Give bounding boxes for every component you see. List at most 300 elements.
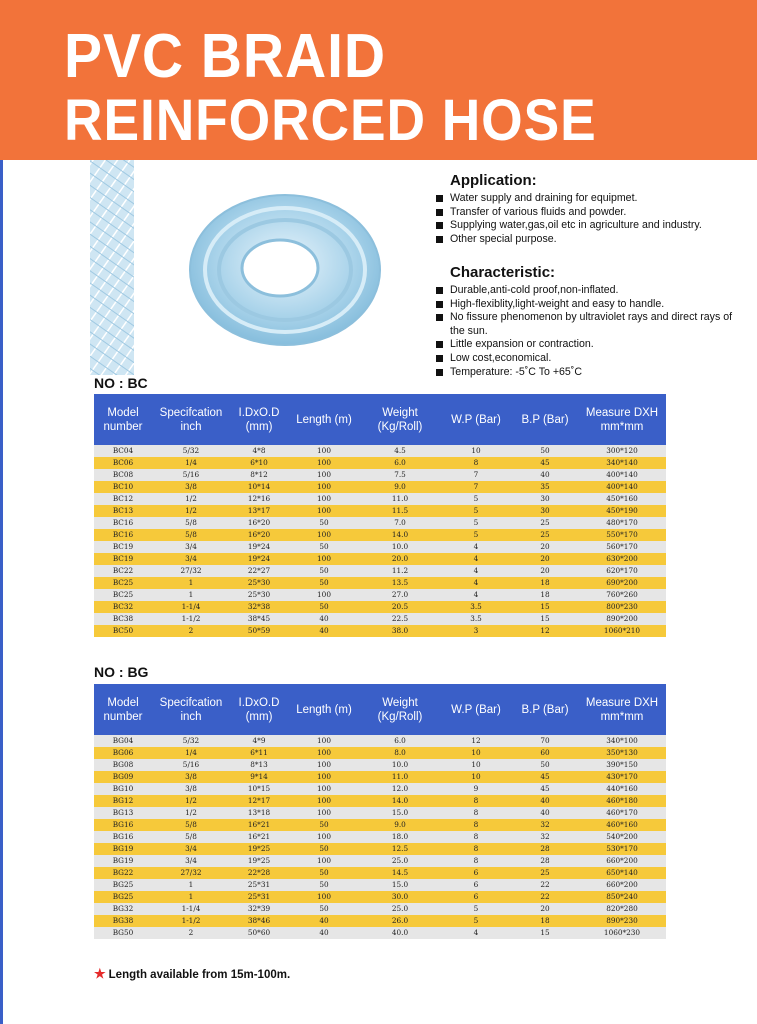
application-item [436, 219, 736, 233]
table-cell: 650*140 [578, 867, 666, 879]
table-cell: 14.0 [360, 529, 440, 541]
table-cell: BC19 [94, 553, 152, 565]
table-cell: 100 [288, 759, 360, 771]
characteristic-item-text: No fissure phenomenon by ultraviolet rays and direct rays of the sun. [450, 311, 733, 337]
column-header: B.P (Bar) [512, 394, 578, 445]
table-cell: 22*27 [230, 565, 288, 577]
column-header: Specifcation inch [152, 684, 230, 735]
table-row [94, 445, 666, 457]
table-cell: 32 [512, 831, 578, 843]
table-cell: 27/32 [152, 867, 230, 879]
application-heading: Application: [450, 172, 537, 189]
table-cell: BC50 [94, 625, 152, 637]
table-cell: BG22 [94, 867, 152, 879]
table-cell: 1/2 [152, 493, 230, 505]
table-row [94, 903, 666, 915]
table-cell: 100 [288, 529, 360, 541]
table-cell: 8 [440, 457, 512, 469]
table-cell: 100 [288, 855, 360, 867]
table-cell: 6*11 [230, 747, 288, 759]
column-header: W.P (Bar) [440, 684, 512, 735]
table-cell: 6 [440, 879, 512, 891]
table-cell: 460*180 [578, 795, 666, 807]
table-cell: 19*24 [230, 553, 288, 565]
table-cell: 50 [288, 879, 360, 891]
table-cell: 60 [512, 747, 578, 759]
table-row [94, 831, 666, 843]
table-cell: 50*59 [230, 625, 288, 637]
table-cell: 32 [512, 819, 578, 831]
table-cell: 4*8 [230, 445, 288, 457]
table-cell: 3/4 [152, 843, 230, 855]
table-cell: 1 [152, 891, 230, 903]
table-cell: 27.0 [360, 589, 440, 601]
square-bullet-icon [436, 314, 443, 321]
square-bullet-icon [436, 222, 443, 229]
table-cell: 18 [512, 589, 578, 601]
table-cell: 50 [512, 759, 578, 771]
characteristic-list [436, 284, 736, 379]
table-cell: 22 [512, 879, 578, 891]
table-cell: BG25 [94, 879, 152, 891]
title-line-1: PVC BRAID [64, 22, 387, 91]
table-cell: 25*31 [230, 891, 288, 903]
column-header: Length (m) [288, 684, 360, 735]
table-cell: 350*130 [578, 747, 666, 759]
table-cell: 5/32 [152, 735, 230, 747]
table-cell: 4*9 [230, 735, 288, 747]
application-item [436, 206, 736, 220]
table-cell: 5/32 [152, 445, 230, 457]
characteristic-item [436, 366, 736, 380]
application-item-text: Transfer of various fluids and powder. [450, 205, 627, 218]
table-cell: 12.5 [360, 843, 440, 855]
table-cell: BG50 [94, 927, 152, 939]
table-cell: 27/32 [152, 565, 230, 577]
table-cell: BC04 [94, 445, 152, 457]
table-cell: 32*38 [230, 601, 288, 613]
table-row [94, 469, 666, 481]
left-accent-bar [0, 160, 3, 1024]
table-cell: BG16 [94, 819, 152, 831]
table-cell: 22 [512, 891, 578, 903]
table-cell: 560*170 [578, 541, 666, 553]
table-cell: 50 [288, 601, 360, 613]
table-cell: 20.5 [360, 601, 440, 613]
table-cell: 4 [440, 589, 512, 601]
table-row [94, 855, 666, 867]
table-cell: 40 [288, 625, 360, 637]
table-cell: 7 [440, 469, 512, 481]
table-cell: 630*200 [578, 553, 666, 565]
table-cell: 50 [288, 843, 360, 855]
table-cell: 1/4 [152, 747, 230, 759]
application-item-text: Supplying water,gas,oil etc in agriculture and industry. [450, 219, 702, 232]
table-cell: 3/4 [152, 855, 230, 867]
table-cell: 8 [440, 843, 512, 855]
table-cell: 7.5 [360, 469, 440, 481]
table-cell: BG38 [94, 915, 152, 927]
table-cell: 8 [440, 855, 512, 867]
table-cell: 8 [440, 819, 512, 831]
table-row [94, 481, 666, 493]
table-cell: 19*25 [230, 855, 288, 867]
table-cell: 13*17 [230, 505, 288, 517]
table-cell: 10*15 [230, 783, 288, 795]
bc-table-label: NO : BC [94, 375, 148, 391]
table-cell: 850*240 [578, 891, 666, 903]
table-header-row [94, 394, 666, 445]
table-cell: 1/2 [152, 795, 230, 807]
table-cell: 2 [152, 927, 230, 939]
table-cell: 4 [440, 565, 512, 577]
table-cell: 3/8 [152, 771, 230, 783]
table-cell: 450*160 [578, 493, 666, 505]
table-cell: 3.5 [440, 601, 512, 613]
table-cell: 3 [440, 625, 512, 637]
square-bullet-icon [436, 301, 443, 308]
table-cell: 8*13 [230, 759, 288, 771]
table-cell: 450*190 [578, 505, 666, 517]
table-cell: 440*160 [578, 783, 666, 795]
table-cell: 5 [440, 915, 512, 927]
table-cell: BG19 [94, 855, 152, 867]
table-cell: 9.0 [360, 819, 440, 831]
table-cell: 1060*230 [578, 927, 666, 939]
table-cell: 40.0 [360, 927, 440, 939]
table-cell: 40 [512, 469, 578, 481]
length-footnote [94, 966, 290, 982]
table-cell: 25.0 [360, 855, 440, 867]
application-item [436, 192, 736, 206]
table-cell: 12 [512, 625, 578, 637]
straight-hose-segment [90, 160, 134, 375]
table-cell: 5/8 [152, 517, 230, 529]
table-cell: 8.0 [360, 747, 440, 759]
table-cell: 28 [512, 843, 578, 855]
table-cell: 50 [512, 445, 578, 457]
table-cell: 6 [440, 891, 512, 903]
table-cell: 8 [440, 795, 512, 807]
column-header: Weight (Kg/Roll) [360, 394, 440, 445]
square-bullet-icon [436, 195, 443, 202]
table-cell: BG32 [94, 903, 152, 915]
table-cell: BC12 [94, 493, 152, 505]
table-cell: 820*280 [578, 903, 666, 915]
table-cell: 1-1/4 [152, 601, 230, 613]
table-row [94, 891, 666, 903]
table-cell: 890*200 [578, 613, 666, 625]
table-cell: 7.0 [360, 517, 440, 529]
table-cell: 9.0 [360, 481, 440, 493]
characteristic-item-text: Low cost,economical. [450, 351, 552, 364]
table-cell: 100 [288, 783, 360, 795]
characteristic-section [436, 264, 736, 379]
application-item-text: Water supply and draining for equipmet. [450, 192, 638, 204]
table-cell: 300*120 [578, 445, 666, 457]
table-cell: 100 [288, 445, 360, 457]
characteristic-item [436, 352, 736, 366]
table-cell: 400*140 [578, 481, 666, 493]
table-cell: 70 [512, 735, 578, 747]
column-header: Model number [94, 394, 152, 445]
column-header: Weight (Kg/Roll) [360, 684, 440, 735]
table-cell: 460*170 [578, 807, 666, 819]
table-cell: 5 [440, 529, 512, 541]
table-cell: 3/4 [152, 541, 230, 553]
table-cell: 38.0 [360, 625, 440, 637]
table-cell: 3/8 [152, 783, 230, 795]
title-line-2: REINFORCED HOSE [64, 88, 597, 153]
table-cell: 25 [512, 517, 578, 529]
bc-spec-table [94, 394, 666, 637]
column-header: Length (m) [288, 394, 360, 445]
characteristic-item-text: Little expansion or contraction. [450, 338, 594, 351]
table-cell: 1-1/2 [152, 915, 230, 927]
column-header: Measure DXH mm*mm [578, 684, 666, 735]
table-cell: 9 [440, 783, 512, 795]
table-cell: BC08 [94, 469, 152, 481]
table-cell: 5/16 [152, 759, 230, 771]
square-bullet-icon [436, 369, 443, 376]
table-row [94, 771, 666, 783]
table-cell: 2 [152, 625, 230, 637]
table-cell: 38*45 [230, 613, 288, 625]
table-cell: 16*20 [230, 517, 288, 529]
table-row [94, 795, 666, 807]
column-header: Model number [94, 684, 152, 735]
table-cell: 11.5 [360, 505, 440, 517]
table-cell: 100 [288, 493, 360, 505]
table-cell: 45 [512, 771, 578, 783]
table-cell: 5/8 [152, 819, 230, 831]
table-cell: 1060*210 [578, 625, 666, 637]
table-cell: 3/4 [152, 553, 230, 565]
table-cell: 5/8 [152, 831, 230, 843]
table-cell: 15 [512, 601, 578, 613]
table-cell: BG06 [94, 747, 152, 759]
table-cell: 480*170 [578, 517, 666, 529]
table-cell: 50*60 [230, 927, 288, 939]
table-cell: 100 [288, 891, 360, 903]
table-cell: 18.0 [360, 831, 440, 843]
table-cell: 22*28 [230, 867, 288, 879]
characteristic-item-text: Durable,anti-cold proof,non-inflated. [450, 284, 619, 296]
table-cell: 26.0 [360, 915, 440, 927]
table-cell: 100 [288, 589, 360, 601]
table-cell: BC16 [94, 517, 152, 529]
table-cell: 340*140 [578, 457, 666, 469]
table-cell: BC32 [94, 601, 152, 613]
table-row [94, 927, 666, 939]
column-header: Specifcation inch [152, 394, 230, 445]
table-row [94, 747, 666, 759]
table-cell: 4 [440, 577, 512, 589]
table-cell: 40 [288, 927, 360, 939]
table-cell: 12 [440, 735, 512, 747]
table-cell: 25.0 [360, 903, 440, 915]
table-cell: 660*200 [578, 879, 666, 891]
table-cell: 430*170 [578, 771, 666, 783]
table-cell: 5 [440, 517, 512, 529]
table-cell: 16*20 [230, 529, 288, 541]
table-cell: 50 [288, 577, 360, 589]
table-cell: 620*170 [578, 565, 666, 577]
table-row [94, 915, 666, 927]
application-item-text: Other special purpose. [450, 232, 557, 245]
table-row [94, 553, 666, 565]
table-cell: 10 [440, 747, 512, 759]
table-cell: 5/16 [152, 469, 230, 481]
table-cell: 20 [512, 541, 578, 553]
table-cell: BG12 [94, 795, 152, 807]
table-cell: 460*160 [578, 819, 666, 831]
table-cell: 35 [512, 481, 578, 493]
table-cell: 16*21 [230, 831, 288, 843]
table-cell: 800*230 [578, 601, 666, 613]
table-cell: 30.0 [360, 891, 440, 903]
table-cell: 1 [152, 577, 230, 589]
table-cell: 12*17 [230, 795, 288, 807]
column-header: B.P (Bar) [512, 684, 578, 735]
table-row [94, 759, 666, 771]
table-cell: 3/8 [152, 481, 230, 493]
table-cell: 14.5 [360, 867, 440, 879]
characteristic-heading: Characteristic: [450, 264, 556, 281]
table-cell: 10 [440, 445, 512, 457]
table-cell: BC19 [94, 541, 152, 553]
table-cell: 100 [288, 795, 360, 807]
table-cell: BG16 [94, 831, 152, 843]
table-row [94, 625, 666, 637]
table-cell: 25*31 [230, 879, 288, 891]
table-row [94, 843, 666, 855]
table-cell: 4.5 [360, 445, 440, 457]
table-cell: 1 [152, 879, 230, 891]
table-row [94, 735, 666, 747]
table-cell: 1-1/4 [152, 903, 230, 915]
square-bullet-icon [436, 209, 443, 216]
application-list [436, 192, 736, 246]
characteristic-item-text: High-flexiblity,light-weight and easy to handle. [450, 297, 665, 310]
column-header: Measure DXH mm*mm [578, 394, 666, 445]
table-cell: 530*170 [578, 843, 666, 855]
table-row [94, 819, 666, 831]
table-cell: BG08 [94, 759, 152, 771]
characteristic-item [436, 338, 736, 352]
table-cell: 11.2 [360, 565, 440, 577]
table-row [94, 613, 666, 625]
table-cell: 5 [440, 493, 512, 505]
table-cell: 10 [440, 771, 512, 783]
table-cell: 100 [288, 481, 360, 493]
table-cell: BC25 [94, 589, 152, 601]
table-cell: BG09 [94, 771, 152, 783]
table-cell: 390*150 [578, 759, 666, 771]
table-row [94, 879, 666, 891]
table-cell: 5 [440, 903, 512, 915]
table-cell: 1 [152, 589, 230, 601]
table-cell: BC06 [94, 457, 152, 469]
table-cell: 3.5 [440, 613, 512, 625]
table-cell: 15.0 [360, 807, 440, 819]
table-cell: 5 [440, 505, 512, 517]
characteristic-item [436, 298, 736, 312]
table-cell: 6.0 [360, 735, 440, 747]
table-row [94, 565, 666, 577]
square-bullet-icon [436, 355, 443, 362]
table-cell: 11.0 [360, 771, 440, 783]
table-row [94, 589, 666, 601]
table-cell: 15 [512, 927, 578, 939]
table-cell: 19*24 [230, 541, 288, 553]
table-cell: 8*12 [230, 469, 288, 481]
table-cell: 400*140 [578, 469, 666, 481]
table-cell: 25*30 [230, 589, 288, 601]
table-cell: 100 [288, 831, 360, 843]
table-cell: 40 [288, 915, 360, 927]
table-row [94, 457, 666, 469]
characteristic-item [436, 311, 736, 338]
column-header: W.P (Bar) [440, 394, 512, 445]
table-cell: 8 [440, 831, 512, 843]
table-cell: 45 [512, 457, 578, 469]
table-cell: BC13 [94, 505, 152, 517]
table-cell: 40 [288, 613, 360, 625]
table-cell: 100 [288, 771, 360, 783]
table-cell: 100 [288, 469, 360, 481]
table-cell: 19*25 [230, 843, 288, 855]
table-header-row [94, 684, 666, 735]
table-cell: 8 [440, 807, 512, 819]
table-cell: 10 [440, 759, 512, 771]
square-bullet-icon [436, 287, 443, 294]
table-cell: 550*170 [578, 529, 666, 541]
table-cell: 40 [512, 795, 578, 807]
table-cell: 50 [288, 819, 360, 831]
table-cell: 890*230 [578, 915, 666, 927]
table-cell: 16*21 [230, 819, 288, 831]
table-cell: 540*200 [578, 831, 666, 843]
table-cell: 100 [288, 735, 360, 747]
table-cell: 1-1/2 [152, 613, 230, 625]
table-cell: BG19 [94, 843, 152, 855]
table-cell: BG04 [94, 735, 152, 747]
table-cell: 50 [288, 903, 360, 915]
table-row [94, 505, 666, 517]
table-row [94, 577, 666, 589]
table-cell: 340*100 [578, 735, 666, 747]
table-cell: 28 [512, 855, 578, 867]
bg-spec-table [94, 684, 666, 939]
table-row [94, 807, 666, 819]
star-icon: ★ [94, 966, 106, 981]
table-cell: 100 [288, 553, 360, 565]
table-cell: 1/4 [152, 457, 230, 469]
table-cell: 6.0 [360, 457, 440, 469]
hose-product-image [80, 160, 420, 375]
bg-table-label: NO : BG [94, 664, 149, 680]
table-cell: 45 [512, 783, 578, 795]
table-cell: 20 [512, 565, 578, 577]
table-cell: 1/2 [152, 505, 230, 517]
table-cell: BG25 [94, 891, 152, 903]
table-row [94, 601, 666, 613]
square-bullet-icon [436, 341, 443, 348]
table-row [94, 867, 666, 879]
column-header: I.DxO.D (mm) [230, 684, 288, 735]
application-section [436, 172, 736, 246]
